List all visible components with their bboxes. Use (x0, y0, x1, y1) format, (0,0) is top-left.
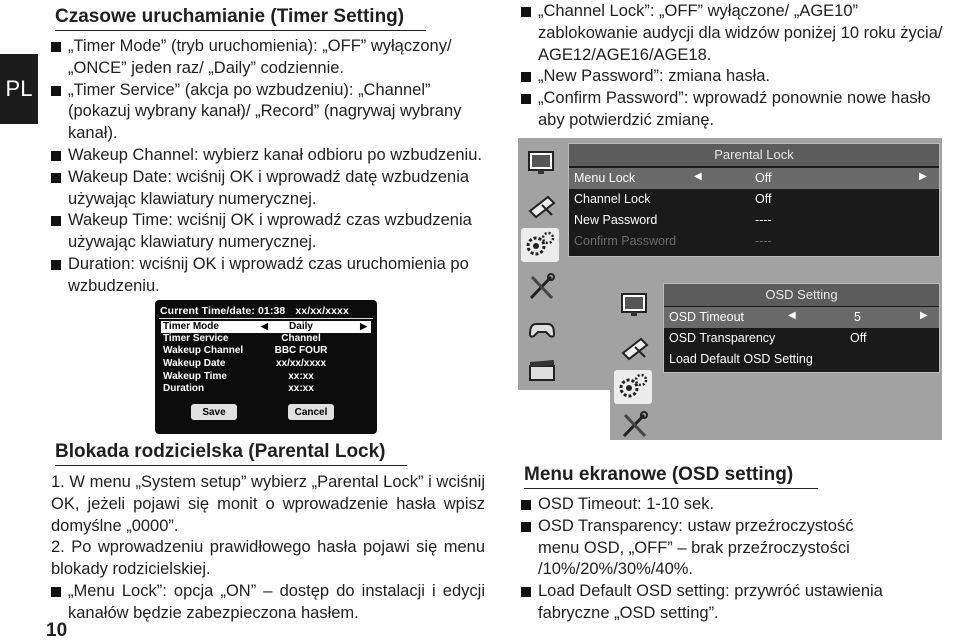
arrow-right-icon[interactable]: ▶ (919, 171, 927, 182)
list-text: „Channel Lock”: „OFF” wyłączone/ „AGE10” zablokowanie audycji dla widzów poniżej 10 roku życia/ AGE12/AGE16/AGE18. (538, 2, 943, 64)
row-label: Load Default OSD Setting (669, 352, 813, 366)
list-item (521, 516, 891, 581)
timer-heading: Czasowe uruchamianie (Timer Setting) (55, 6, 426, 31)
row-label: Channel Lock (574, 192, 651, 206)
row-value: xx:xx (288, 371, 314, 382)
list-text: OSD Timeout: 1-10 sek. (538, 495, 715, 513)
page-number: 10 (46, 620, 68, 641)
confirm-password-row[interactable] (569, 231, 939, 252)
row-value: 5 (854, 310, 861, 324)
step-item: 2. Po wprowadzeniu prawidłowego hasła pojawi się menu blokady rodzicielskiej. (51, 538, 485, 579)
list-item (521, 88, 953, 132)
row-label: Wakeup Channel (163, 345, 244, 356)
list-item (51, 254, 491, 298)
list-text: „Menu Lock”: opcja „ON” – dostęp do instalacji i edycji kanałów będzie zabezpieczona hasłem. (68, 581, 485, 622)
step-item: 1. W menu „System setup” wybierz „Parental Lock” i wciśnij OK, jeżeli pojawi się monit o wprowadzenie hasła wpisz domyślne „0000”. (51, 473, 485, 535)
divider (159, 318, 373, 319)
row-label: Menu Lock (574, 171, 636, 185)
osd-heading: Menu ekranowe (OSD setting) (524, 464, 818, 489)
gears-icon[interactable] (521, 228, 559, 262)
language-code: PL (5, 76, 33, 101)
bullet (51, 260, 61, 270)
bullet (521, 522, 531, 532)
osd-timeout-row[interactable] (664, 307, 939, 328)
display-icon[interactable] (616, 288, 654, 322)
row-value: ---- (755, 213, 772, 227)
row-label: New Password (574, 213, 658, 227)
panel-title: OSD Setting (664, 284, 939, 306)
satellite-dish-icon[interactable] (616, 330, 654, 364)
list-item (51, 167, 491, 211)
timer-row-time[interactable] (161, 371, 371, 383)
row-label: Confirm Password (574, 234, 677, 248)
timer-list (51, 36, 491, 298)
bullet (521, 72, 531, 82)
row-value: xx:xx (288, 383, 314, 394)
parental-list (51, 472, 485, 625)
timer-row-channel[interactable] (161, 345, 371, 357)
list-item (521, 1, 953, 66)
clapperboard-icon[interactable] (523, 352, 561, 386)
satellite-dish-icon[interactable] (523, 188, 561, 222)
load-default-osd-row[interactable] (664, 349, 939, 370)
parental-heading: Blokada rodzicielska (Parental Lock) (55, 441, 407, 466)
list-item (51, 581, 485, 625)
display-icon[interactable] (523, 146, 561, 180)
bullet (51, 86, 61, 96)
row-value: Channel (281, 333, 321, 344)
list-text: „Confirm Password”: wprowadź ponownie nowe hasło aby potwierdzić zmianę. (538, 89, 931, 129)
list-text: Load Default OSD setting: przywróć ustawienia fabryczne „OSD setting”. (538, 582, 883, 622)
timer-row-duration[interactable] (161, 383, 371, 395)
row-value: Off (755, 192, 772, 206)
osd-setting-panel (663, 283, 940, 373)
row-value: Off (755, 171, 772, 185)
list-text: OSD Transparency: ustaw przeźroczystość menu OSD, „OFF” – brak przeźroczystości /10%/20%/30%/40%. (538, 516, 854, 579)
list-item (521, 494, 891, 516)
timer-setting-screen (155, 300, 377, 434)
menu-lock-row[interactable] (569, 168, 939, 189)
row-label: Timer Mode (163, 321, 219, 332)
channel-lock-row[interactable] (569, 189, 939, 210)
bullet (51, 587, 61, 597)
timer-row-date[interactable] (161, 358, 371, 370)
list-text: Wakeup Time: wciśnij OK i wprowadź czas wzbudzenia używając klawiatury numerycznej. (68, 211, 472, 252)
row-label: Wakeup Time (163, 371, 227, 382)
current-time-header (160, 305, 349, 317)
list-text: „New Password”: zmiana hasła. (538, 67, 770, 86)
list-item (51, 145, 491, 167)
row-value: ---- (755, 234, 772, 248)
row-label: OSD Timeout (669, 310, 745, 324)
bullet (521, 500, 531, 510)
save-button[interactable]: Save (191, 404, 237, 420)
gamepad-icon[interactable] (523, 312, 561, 346)
list-text: Wakeup Channel: wybierz kanał odbioru po wzbudzeniu. (68, 145, 482, 164)
tools-icon[interactable] (523, 270, 561, 304)
bullet (521, 7, 531, 17)
tools-icon[interactable] (616, 408, 654, 442)
parental-lock-panel (568, 143, 940, 257)
list-text: Wakeup Date: wciśnij OK i wprowadź datę wzbudzenia używając klawiatury numerycznej. (68, 167, 470, 208)
osd-transparency-row[interactable] (664, 328, 939, 349)
row-value: Off (850, 331, 867, 345)
current-time-label: Current Time/date: 01:38 (160, 305, 286, 317)
bullet (521, 587, 531, 597)
row-label: OSD Transparency (669, 331, 776, 345)
row-label: Wakeup Date (163, 358, 226, 369)
parental-options-list (521, 1, 953, 132)
panel-title: Parental Lock (569, 144, 939, 166)
row-value: xx/xx/xxxx (275, 358, 327, 369)
current-date-value: xx/xx/xxxx (295, 305, 349, 317)
list-item (521, 66, 953, 88)
bullet (51, 216, 61, 226)
timer-row-mode[interactable] (161, 321, 371, 333)
list-item (51, 80, 491, 145)
list-text: Duration: wciśnij OK i wprowadź czas uruchomienia po wzbudzeniu. (68, 254, 469, 295)
row-value: BBC FOUR (274, 345, 328, 356)
arrow-left-icon[interactable]: ◀ (261, 321, 268, 331)
list-item (521, 581, 891, 625)
cancel-button[interactable]: Cancel (288, 404, 334, 420)
timer-row-service[interactable] (161, 333, 371, 345)
list-text: „Timer Service” (akcja po wzbudzeniu): „Channel” (pokazuj wybrany kanał)/ „Record” (nagrywaj wybrany kanał). (68, 80, 462, 143)
list-item (51, 210, 491, 254)
arrow-right-icon[interactable]: ▶ (920, 310, 928, 321)
arrow-left-icon[interactable]: ◀ (788, 310, 796, 321)
bullet (521, 94, 531, 104)
arrow-left-icon[interactable]: ◀ (694, 171, 702, 182)
arrow-right-icon[interactable]: ▶ (360, 321, 367, 331)
bullet (51, 42, 61, 52)
language-tab (0, 54, 38, 124)
row-label: Timer Service (163, 333, 229, 344)
list-text: „Timer Mode” (tryb uruchomienia): „OFF” wyłączony/ „ONCE” jeden raz/ „Daily” codziennie. (68, 37, 452, 77)
osd-list (521, 494, 891, 625)
list-item (51, 36, 491, 80)
gears-icon[interactable] (614, 370, 652, 404)
row-label: Duration (163, 383, 205, 394)
new-password-row[interactable] (569, 210, 939, 231)
bullet (51, 173, 61, 183)
bullet (51, 151, 61, 161)
row-value: Daily (289, 321, 313, 332)
